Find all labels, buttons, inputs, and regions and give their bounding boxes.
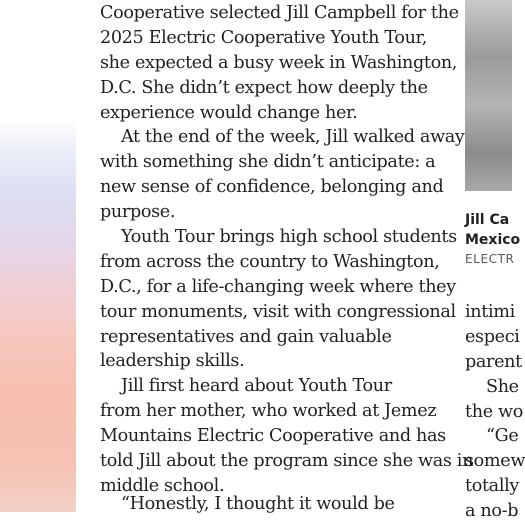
article-line: with something she didn’t anticipate: a <box>100 152 436 173</box>
article-line: somew <box>465 451 525 472</box>
article-line: purpose. <box>100 202 176 223</box>
article-photo <box>465 0 512 191</box>
article-line: from across the country to Washington, <box>100 251 440 272</box>
article-line: from her mother, who worked at Jemez <box>100 401 437 422</box>
article-line: the wo <box>465 401 523 422</box>
caption-line: Jill Ca <box>465 212 510 228</box>
article-line: “Ge <box>486 426 519 447</box>
article-body-column <box>100 0 474 517</box>
article-line: she expected a busy week in Washington, <box>100 52 458 73</box>
article-line: new sense of confidence, belonging and <box>100 177 444 198</box>
background-gradient-strip <box>0 0 76 512</box>
article-line: Youth Tour brings high school students <box>121 227 457 248</box>
article-line: “Honestly, I thought it would be <box>121 493 395 514</box>
article-line: Jill first heard about Youth Tour <box>121 376 392 397</box>
article-line: middle school. <box>100 475 225 496</box>
photo-credit: ELECTR <box>465 252 515 266</box>
article-line: told Jill about the program since she was in <box>100 451 474 472</box>
article-line: D.C. She didn’t expect how deeply the <box>100 77 428 98</box>
photo-caption <box>465 210 521 268</box>
article-right-column <box>465 300 525 524</box>
article-line: experience would change her. <box>100 102 358 123</box>
article-line: At the end of the week, Jill walked away <box>121 127 465 148</box>
article-line: intimi <box>465 302 515 322</box>
article-line: 2025 Electric Cooperative Youth Tour, <box>100 27 427 48</box>
article-line: She <box>486 376 519 397</box>
article-line: representatives and gain valuable <box>100 326 392 347</box>
article-line: Mountains Electric Cooperative and has <box>100 426 446 447</box>
article-line: Cooperative selected Jill Campbell for the <box>100 3 459 23</box>
article-line: D.C., for a life-changing week where they <box>100 276 456 297</box>
article-line: parent <box>465 351 522 372</box>
caption-line: Mexico <box>465 232 521 248</box>
article-line: tour monuments, visit with congressional <box>100 301 456 322</box>
article-line: a no-b <box>465 501 519 522</box>
article-line: totally <box>465 476 519 497</box>
article-line: leadership skills. <box>100 351 245 372</box>
article-line: especi <box>465 326 520 347</box>
